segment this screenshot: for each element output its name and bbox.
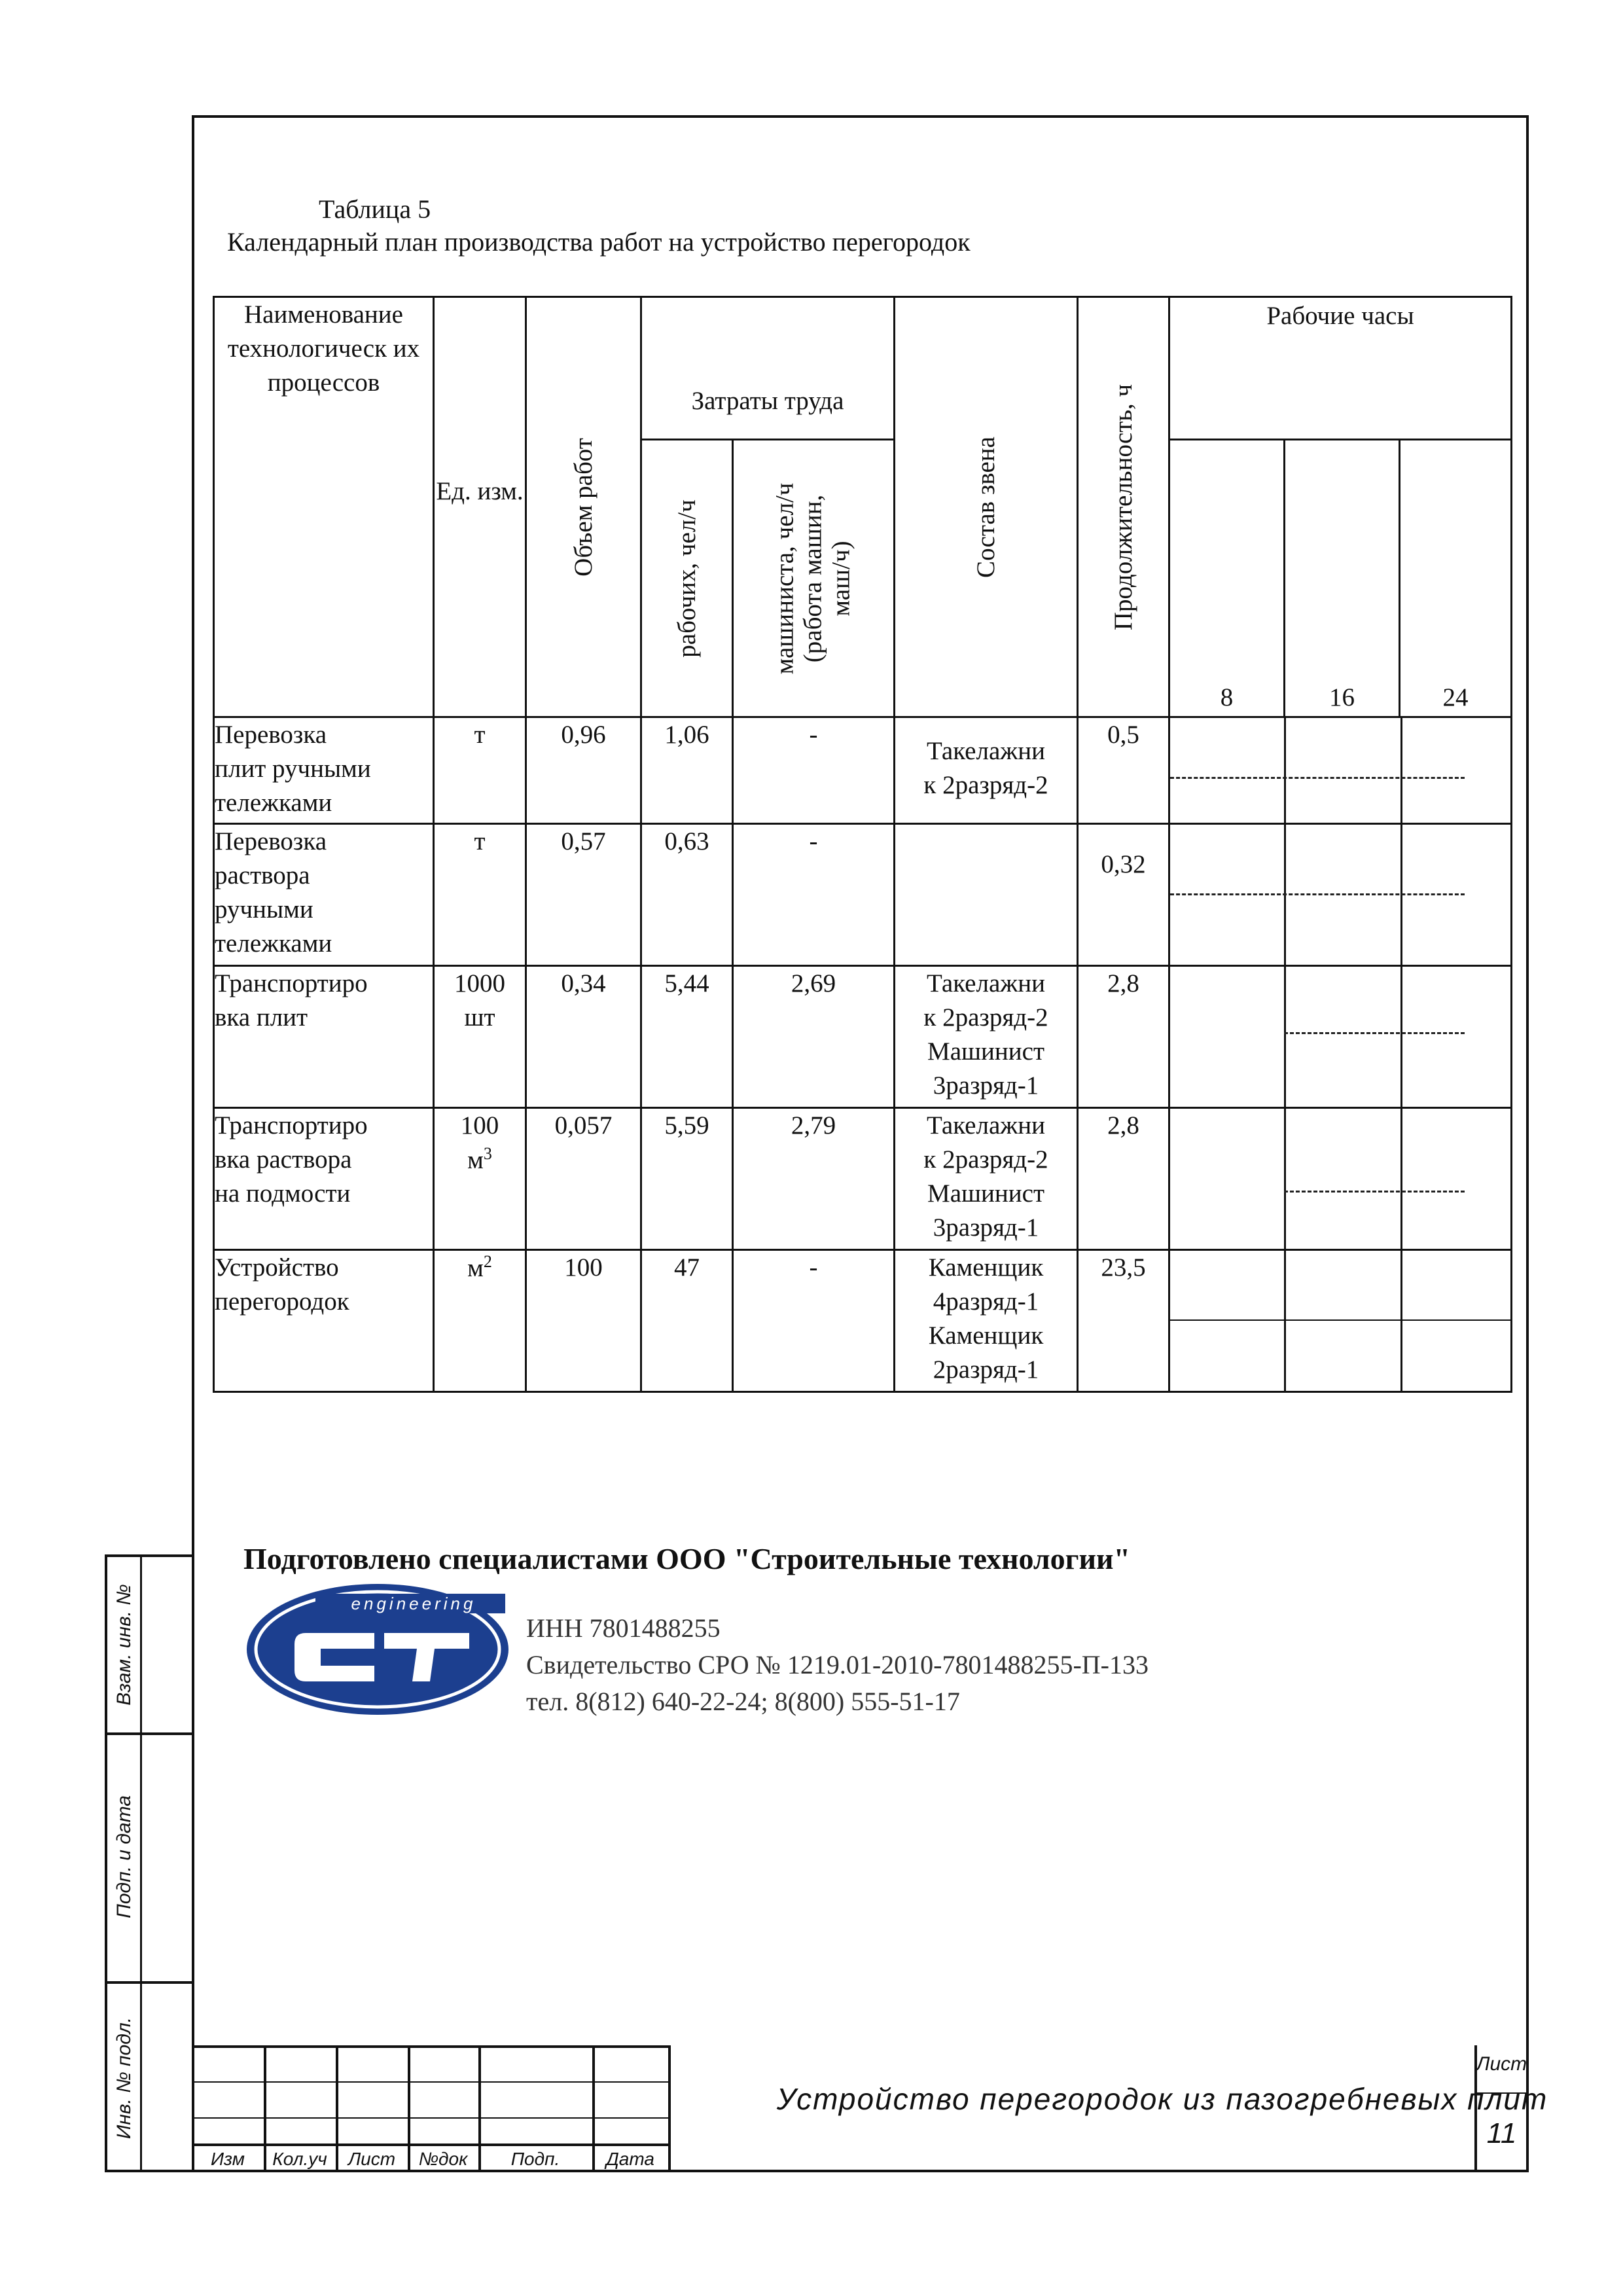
tb-label-list: Лист — [348, 2149, 396, 2169]
sheet-number: 11 — [1486, 2117, 1517, 2149]
cell-machinists: 2,69 — [733, 966, 895, 1108]
cell-duration: 2,8 — [1078, 966, 1169, 1108]
schedule-bar-cell — [1169, 717, 1512, 824]
header-duration: Продолжительность, ч — [1078, 297, 1169, 717]
company-certificate: Свидетельство СРО № 1219.01-2010-7801488255-П-133 — [526, 1650, 1149, 1679]
cell-volume: 0,34 — [526, 966, 641, 1108]
hour-divider — [1400, 718, 1402, 823]
hour-divider — [1284, 967, 1286, 1107]
tb-label-podp: Подп. — [510, 2149, 560, 2169]
cell-volume: 0,57 — [526, 824, 641, 966]
hour-divider — [1400, 967, 1402, 1107]
cell-unit: т — [434, 824, 526, 966]
side-stamp-sign-date: Подп. и дата — [113, 1795, 135, 1918]
cell-volume: 0,96 — [526, 717, 641, 824]
cell-workers: 0,63 — [641, 824, 733, 966]
schedule-bar — [1284, 1032, 1465, 1034]
cell-process: Перевозка раствора ручными тележками — [214, 824, 434, 966]
cell-volume: 0,057 — [526, 1108, 641, 1250]
cell-crew: Такелажни к 2разряд-2 Машинист 3разряд-1 — [895, 1108, 1078, 1250]
schedule-bar-cell — [1169, 1250, 1512, 1392]
cell-workers: 1,06 — [641, 717, 733, 824]
header-volume: Объем работ — [526, 297, 641, 717]
cell-crew: Такелажни к 2разряд-2 Машинист 3разряд-1 — [895, 966, 1078, 1108]
side-stamp-swap-inv: Взам. инв. № — [113, 1584, 135, 1706]
cell-crew — [895, 824, 1078, 966]
schedule-table — [213, 296, 1512, 1393]
table-row — [214, 1250, 1512, 1392]
table-row — [214, 966, 1512, 1108]
hour-divider — [1400, 1251, 1402, 1391]
header-unit: Ед. изм. — [434, 297, 526, 717]
header-hours: Рабочие часы — [1169, 297, 1512, 440]
schedule-bar — [1170, 777, 1465, 779]
cell-workers: 5,59 — [641, 1108, 733, 1250]
header-process: Наименование технологическ их процессов — [214, 297, 434, 717]
side-stamp-divider — [140, 1557, 142, 2170]
cell-unit: 100 $м^3$ — [434, 1108, 526, 1250]
schedule-line — [1170, 1319, 1510, 1321]
cell-unit: т — [434, 717, 526, 824]
cell-duration: 2,8 — [1078, 1108, 1169, 1250]
hour-col-16: 16 — [1285, 440, 1400, 717]
sheet-label: Лист — [1476, 2053, 1527, 2075]
tb-label-ndok: №док — [418, 2149, 468, 2169]
cell-process: Перевозка плит ручными тележками — [214, 717, 434, 824]
cell-unit: 1000 шт — [434, 966, 526, 1108]
logo-text: engineering — [351, 1594, 476, 1613]
header-crew: Состав звена — [895, 297, 1078, 717]
cell-crew: Такелажни к 2разряд-2 — [895, 717, 1078, 824]
cell-duration: 0,32 — [1078, 824, 1169, 966]
cell-workers: 5,44 — [641, 966, 733, 1108]
header-workers: рабочих, чел/ч — [641, 440, 733, 717]
schedule-bar-cell — [1169, 1108, 1512, 1250]
cell-process: Транспортиро вка плит — [214, 966, 434, 1108]
schedule-bar — [1170, 893, 1465, 895]
cell-machinists: - — [733, 717, 895, 824]
hour-divider — [1284, 1251, 1286, 1391]
cell-machinists: - — [733, 824, 895, 966]
company-phones: тел. 8(812) 640-22-24; 8(800) 555-51-17 — [526, 1687, 960, 1716]
cell-duration: 0,5 — [1078, 717, 1169, 824]
cell-duration: 23,5 — [1078, 1250, 1169, 1392]
hour-divider — [1284, 718, 1286, 823]
company-block — [243, 1541, 1356, 1738]
table-caption: Календарный план производства работ на устройство перегородок — [227, 227, 971, 257]
header-machinists: машиниста, чел/ч (работа машин, маш/ч) — [733, 440, 895, 717]
cell-workers: 47 — [641, 1250, 733, 1392]
tb-label-koluch: Кол.уч — [272, 2149, 327, 2169]
schedule-bar — [1284, 1191, 1465, 1193]
company-title: Подготовлено специалистами ООО "Строительные технологии" — [243, 1542, 1131, 1575]
cell-crew: Каменщик 4разряд-1 Каменщик 2разряд-1 — [895, 1250, 1078, 1392]
document-title: Устройство перегородок из пазогребневых плит — [776, 2082, 1548, 2116]
hour-col-8: 8 — [1169, 440, 1285, 717]
tb-label-data: Дата — [606, 2149, 654, 2169]
table-row — [214, 824, 1512, 966]
schedule-bar-cell — [1169, 824, 1512, 966]
hour-col-24: 24 — [1400, 440, 1512, 717]
cell-machinists: 2,79 — [733, 1108, 895, 1250]
company-logo — [243, 1581, 512, 1718]
cell-unit: $м^2$ — [434, 1250, 526, 1392]
cell-volume: 100 — [526, 1250, 641, 1392]
table-row — [214, 717, 1512, 824]
cell-process: Транспортиро вка раствора на подмости — [214, 1108, 434, 1250]
side-stamp-inv-orig: Инв. № подл. — [113, 2017, 135, 2140]
title-block — [192, 2045, 1548, 2172]
hour-divider — [1284, 1109, 1286, 1249]
company-details — [526, 1610, 1149, 1720]
header-labor: Затраты труда — [641, 297, 895, 440]
company-inn: ИНН 7801488255 — [526, 1613, 721, 1643]
cell-process: Устройство перегородок — [214, 1250, 434, 1392]
table-number: Таблица 5 — [319, 194, 431, 224]
schedule-bar-cell — [1169, 966, 1512, 1108]
cell-machinists: - — [733, 1250, 895, 1392]
hour-divider — [1400, 1109, 1402, 1249]
tb-label-izm: Изм — [211, 2149, 245, 2169]
side-stamp — [105, 1554, 194, 2172]
table-row — [214, 1108, 1512, 1250]
